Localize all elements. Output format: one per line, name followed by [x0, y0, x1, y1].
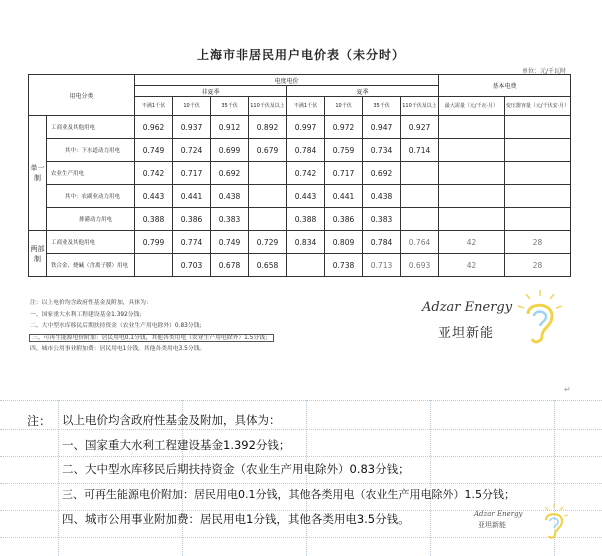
- cell: 0.799: [135, 231, 173, 254]
- unit-label: 单位：元/千瓦时: [521, 68, 566, 75]
- cell: 0.678: [211, 254, 249, 277]
- header-voltage: 10千伏: [173, 97, 211, 116]
- table-row: [29, 162, 571, 185]
- row-name: 农业生产用电: [47, 162, 135, 185]
- cell: 28: [505, 231, 571, 254]
- cell: 0.443: [287, 185, 325, 208]
- table-row: [29, 254, 571, 277]
- note-label: 注：: [27, 414, 52, 428]
- cell: 0.947: [363, 116, 401, 139]
- group-label-single: 单一制: [29, 116, 47, 231]
- cell: 0.724: [173, 139, 211, 162]
- document-title: 上海市非居民用户电价表（未分时）: [196, 48, 405, 62]
- grid-line: [0, 483, 602, 484]
- note-item-boxed: 三、可再生能源电价附加：居民用电0.1分钱，其他各类用电（农业生产用电除外）1.5分钱；: [32, 334, 271, 341]
- cell: 0.386: [173, 208, 211, 231]
- header-voltage: 不满1千伏: [287, 97, 325, 116]
- cell: 0.692: [363, 162, 401, 185]
- price-table: [28, 74, 571, 277]
- cell: [505, 185, 571, 208]
- cell: [439, 185, 505, 208]
- grid-line: [306, 400, 307, 556]
- logo-text-cn: 亚坦新能: [478, 521, 506, 529]
- company-logo: [422, 288, 572, 358]
- header-non-summer: 非夏季: [135, 86, 287, 97]
- notes-small: [30, 298, 273, 356]
- header-transformer-capacity: 变压器容量（元/千伏安·月）: [505, 97, 571, 116]
- note-intro: 注：以上电价均含政府性基金及附加，具体为：: [30, 300, 152, 306]
- cell: 0.759: [325, 139, 363, 162]
- cell: [505, 116, 571, 139]
- cell: 0.388: [135, 208, 173, 231]
- cell: [505, 139, 571, 162]
- header-summer: 夏季: [287, 86, 439, 97]
- grid-line: [0, 429, 602, 430]
- cell: [249, 185, 287, 208]
- header-voltage: 110千伏及以上: [249, 97, 287, 116]
- cell: 0.962: [135, 116, 173, 139]
- row-name: 排灌动力用电: [47, 208, 135, 231]
- cell: 0.714: [401, 139, 439, 162]
- grid-line: [0, 456, 602, 457]
- row-name: 其中：农副业动力用电: [47, 185, 135, 208]
- logo-text-en: Adzar Energy: [474, 510, 523, 518]
- row-name: 工商业及其他用电: [47, 116, 135, 139]
- header-max-demand: 最大需量（元/千瓦·月）: [439, 97, 505, 116]
- cell: 0.717: [173, 162, 211, 185]
- note-item-large: 二、大中型水库移民后期扶持资金（农业生产用电除外）0.83分钱；: [62, 462, 410, 476]
- cell: 0.912: [211, 116, 249, 139]
- cell: 42: [439, 231, 505, 254]
- cell: 0.703: [173, 254, 211, 277]
- header-energy-price: 电度电价: [135, 75, 439, 86]
- header-voltage: 35千伏: [363, 97, 401, 116]
- cell: 42: [439, 254, 505, 277]
- note-item: 一、国家重大水利工程建设基金1.392分钱；: [30, 311, 146, 318]
- header-basic-fee: 基本电费: [439, 75, 571, 97]
- cell: 0.764: [401, 231, 439, 254]
- cell: 0.734: [363, 139, 401, 162]
- cell: 0.438: [211, 185, 249, 208]
- cell: 0.892: [249, 116, 287, 139]
- cell: [401, 185, 439, 208]
- cell: 28: [505, 254, 571, 277]
- sun-ear-icon: [510, 284, 570, 354]
- cell: [287, 254, 325, 277]
- cell: [439, 139, 505, 162]
- cell: 0.729: [249, 231, 287, 254]
- cell: 0.717: [325, 162, 363, 185]
- cell: 0.699: [211, 139, 249, 162]
- header-voltage: 10千伏: [325, 97, 363, 116]
- cell: 0.438: [363, 185, 401, 208]
- row-name: 铁合金、烧碱（含离子膜）用电: [47, 254, 135, 277]
- cell: 0.927: [401, 116, 439, 139]
- separator-gap: [0, 362, 602, 392]
- table-row: [29, 185, 571, 208]
- cell: 0.749: [211, 231, 249, 254]
- cell: 0.658: [249, 254, 287, 277]
- cell: 0.383: [211, 208, 249, 231]
- cell: 0.742: [287, 162, 325, 185]
- note-item: 二、大中型水库移民后期扶持资金（农业生产用电除外）0.83分钱；: [30, 323, 206, 329]
- cell: [401, 208, 439, 231]
- cell: 0.383: [363, 208, 401, 231]
- cell: [249, 208, 287, 231]
- row-name: 其中：下水道动力用电: [47, 139, 135, 162]
- cell: 0.388: [287, 208, 325, 231]
- note-item-large: 四、城市公用事业附加费：居民用电1分钱，其他各类用电3.5分钱。: [62, 512, 410, 526]
- cell: 0.742: [135, 162, 173, 185]
- cell: [401, 162, 439, 185]
- cell: [439, 162, 505, 185]
- row-name: 工商业及其他用电: [47, 231, 135, 254]
- grid-line: [58, 400, 59, 556]
- cell: 0.784: [363, 231, 401, 254]
- logo-text-en: Adzar Energy: [422, 300, 513, 315]
- cell: 0.972: [325, 116, 363, 139]
- group-label-two-part: 两部制: [29, 231, 47, 277]
- cell: 0.834: [287, 231, 325, 254]
- note-item: 四、城市公用事业附加费：居民用电1分钱，其他各类用电3.5分钱。: [30, 346, 206, 352]
- note-item-large: 三、可再生能源电价附加：居民用电0.1分钱，其他各类用电（农业生产用电除外）1.5分钱；: [62, 488, 515, 501]
- cell: 0.441: [173, 185, 211, 208]
- cell: [505, 162, 571, 185]
- cell: [439, 208, 505, 231]
- cell: 0.679: [249, 139, 287, 162]
- cell: [505, 208, 571, 231]
- cell: 0.997: [287, 116, 325, 139]
- cell: 0.386: [325, 208, 363, 231]
- cell: [135, 254, 173, 277]
- header-voltage: 110千伏及以上: [401, 97, 439, 116]
- cell: 0.749: [135, 139, 173, 162]
- cell: 0.441: [325, 185, 363, 208]
- logo-text-cn: 亚坦新能: [438, 326, 495, 341]
- cell: 0.692: [211, 162, 249, 185]
- table-row: [29, 231, 571, 254]
- cell: 0.774: [173, 231, 211, 254]
- table-row: [29, 116, 571, 139]
- header-category: 用电分类: [29, 75, 135, 116]
- header-voltage: 不满1千伏: [135, 97, 173, 116]
- cell: 0.738: [325, 254, 363, 277]
- cell: 0.693: [401, 254, 439, 277]
- table-row: [29, 208, 571, 231]
- note-item-large: 一、国家重大水利工程建设基金1.392分钱；: [62, 438, 291, 452]
- header-voltage: 35千伏: [211, 97, 249, 116]
- note-intro-large: 以上电价均含政府性基金及附加，具体为：: [62, 413, 281, 427]
- company-logo-small: [460, 500, 580, 550]
- grid-line: [0, 400, 602, 401]
- return-mark: ↵: [564, 385, 571, 394]
- grid-line: [430, 400, 431, 556]
- cell: [249, 162, 287, 185]
- cell: 0.443: [135, 185, 173, 208]
- cell: 0.937: [173, 116, 211, 139]
- table-row: [29, 139, 571, 162]
- cell: 0.713: [363, 254, 401, 277]
- cell: 0.784: [287, 139, 325, 162]
- cell: 0.809: [325, 231, 363, 254]
- sun-ear-icon: [534, 500, 574, 544]
- cell: [439, 116, 505, 139]
- note-item: [30, 333, 273, 345]
